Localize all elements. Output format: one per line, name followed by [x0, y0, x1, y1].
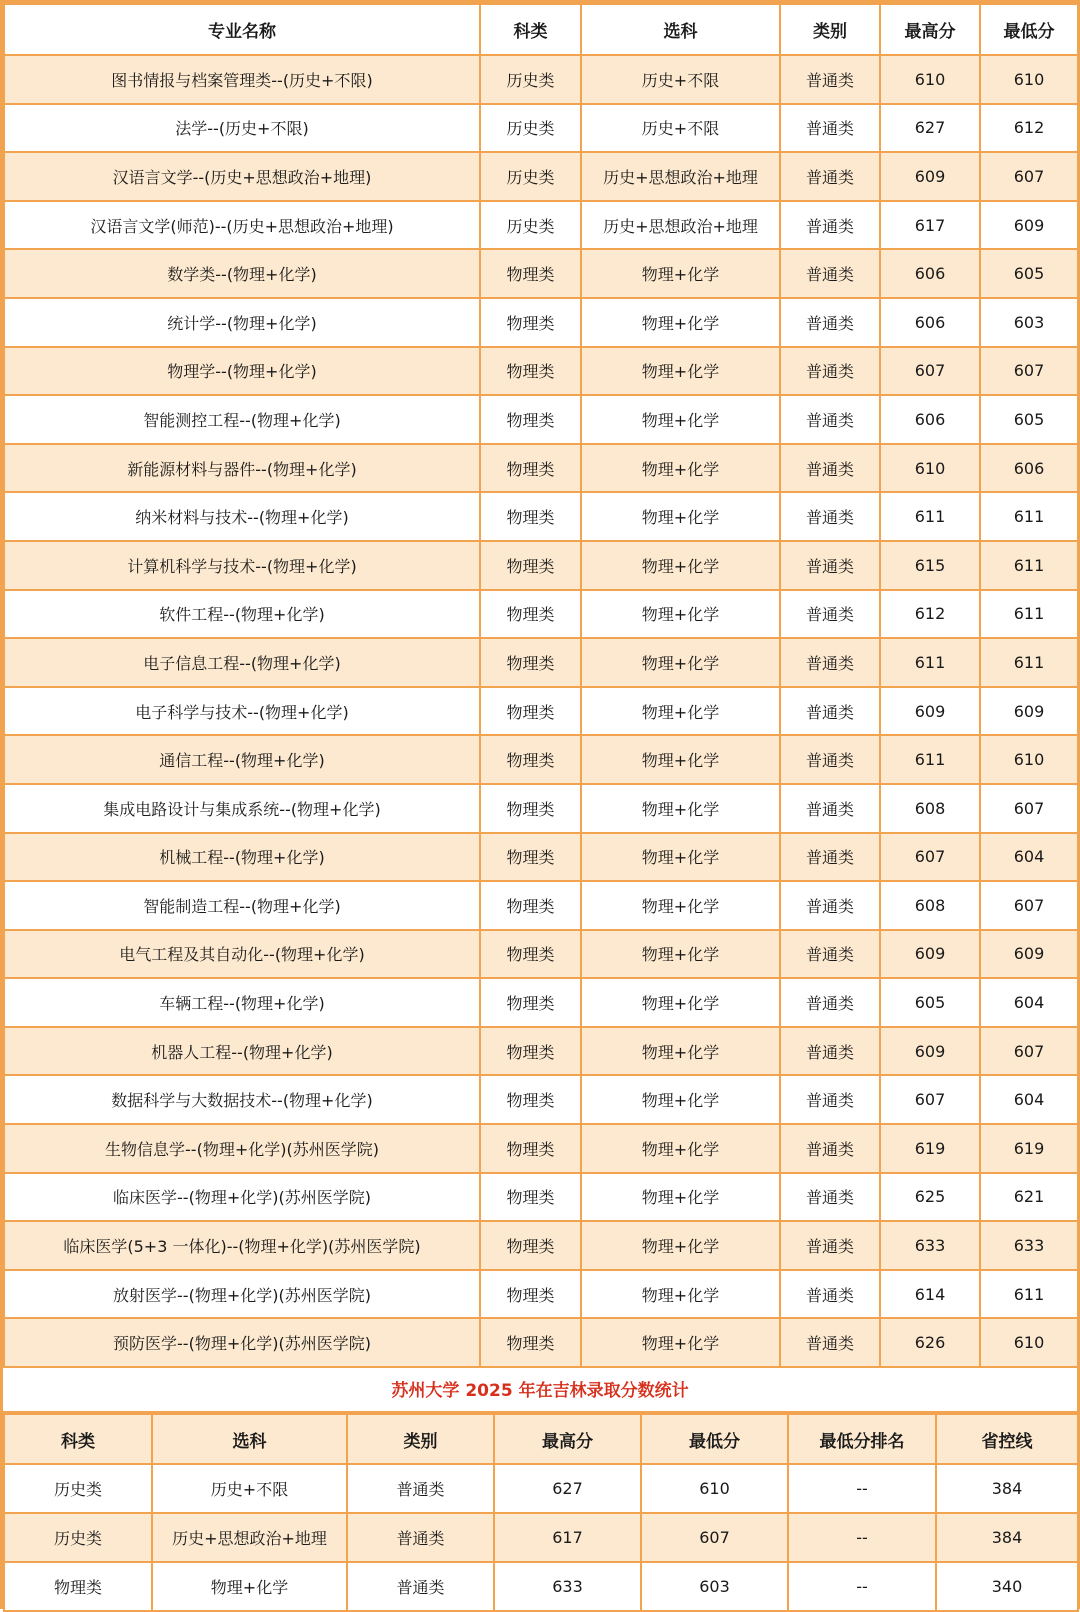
majors-cell: 物理类 — [480, 1075, 581, 1124]
majors-row — [4, 298, 1078, 347]
majors-cell: 纳米材料与技术--(物理+化学) — [4, 492, 480, 541]
majors-cell: 电气工程及其自动化--(物理+化学) — [4, 930, 480, 979]
majors-cell: 物理+化学 — [581, 249, 780, 298]
majors-cell: 物理类 — [480, 687, 581, 736]
majors-cell: 物理+化学 — [581, 1173, 780, 1222]
majors-cell: 普通类 — [780, 1221, 880, 1270]
majors-row — [4, 444, 1078, 493]
majors-cell: 610 — [880, 55, 980, 104]
majors-cell: 物理+化学 — [581, 492, 780, 541]
majors-cell: 物理类 — [480, 590, 581, 639]
summary-cell: -- — [788, 1464, 936, 1513]
majors-table-body — [4, 55, 1078, 1367]
summary-cell: 384 — [936, 1464, 1078, 1513]
majors-cell: 606 — [880, 395, 980, 444]
majors-cell: 物理类 — [480, 347, 581, 396]
majors-cell: 物理类 — [480, 735, 581, 784]
majors-row — [4, 1124, 1078, 1173]
majors-header-0: 专业名称 — [4, 4, 480, 55]
majors-cell: 统计学--(物理+化学) — [4, 298, 480, 347]
majors-cell: 609 — [880, 152, 980, 201]
summary-cell: 物理类 — [4, 1562, 152, 1611]
majors-cell: 物理+化学 — [581, 638, 780, 687]
majors-header-2: 选科 — [581, 4, 780, 55]
majors-header-3: 类别 — [780, 4, 880, 55]
majors-cell: 606 — [980, 444, 1078, 493]
summary-cell: 历史类 — [4, 1513, 152, 1562]
majors-header-5: 最低分 — [980, 4, 1078, 55]
majors-cell: 612 — [880, 590, 980, 639]
majors-row — [4, 104, 1078, 153]
majors-cell: 普通类 — [780, 1270, 880, 1319]
summary-row — [4, 1562, 1078, 1611]
summary-cell: 普通类 — [347, 1562, 494, 1611]
majors-cell: 633 — [980, 1221, 1078, 1270]
majors-cell: 历史类 — [480, 104, 581, 153]
summary-cell: 633 — [494, 1562, 641, 1611]
majors-cell: 普通类 — [780, 735, 880, 784]
majors-cell: 汉语言文学(师范)--(历史+思想政治+地理) — [4, 201, 480, 250]
majors-cell: 法学--(历史+不限) — [4, 104, 480, 153]
majors-cell: 电子科学与技术--(物理+化学) — [4, 687, 480, 736]
majors-cell: 普通类 — [780, 590, 880, 639]
majors-cell: 611 — [880, 492, 980, 541]
majors-cell: 历史+思想政治+地理 — [581, 152, 780, 201]
majors-cell: 物理+化学 — [581, 1221, 780, 1270]
majors-cell: 物理+化学 — [581, 881, 780, 930]
summary-header-1: 选科 — [152, 1414, 347, 1464]
majors-cell: 物理+化学 — [581, 735, 780, 784]
majors-row — [4, 833, 1078, 882]
majors-cell: 626 — [880, 1318, 980, 1367]
majors-cell: 普通类 — [780, 784, 880, 833]
majors-cell: 610 — [880, 444, 980, 493]
majors-cell: 621 — [980, 1173, 1078, 1222]
majors-cell: 物理类 — [480, 833, 581, 882]
summary-title: 苏州大学 2025 年在吉林录取分数统计 — [3, 1365, 1077, 1413]
majors-cell: 通信工程--(物理+化学) — [4, 735, 480, 784]
summary-cell: 384 — [936, 1513, 1078, 1562]
majors-row — [4, 395, 1078, 444]
summary-table-body — [4, 1464, 1078, 1611]
majors-cell: 临床医学--(物理+化学)(苏州医学院) — [4, 1173, 480, 1222]
majors-table-header — [4, 4, 1078, 55]
majors-cell: 放射医学--(物理+化学)(苏州医学院) — [4, 1270, 480, 1319]
majors-cell: 普通类 — [780, 978, 880, 1027]
majors-cell: 临床医学(5+3 一体化)--(物理+化学)(苏州医学院) — [4, 1221, 480, 1270]
majors-row — [4, 1318, 1078, 1367]
summary-cell: 617 — [494, 1513, 641, 1562]
majors-cell: 609 — [880, 930, 980, 979]
summary-cell: -- — [788, 1562, 936, 1611]
majors-cell: 619 — [880, 1124, 980, 1173]
majors-cell: 633 — [880, 1221, 980, 1270]
summary-cell: 603 — [641, 1562, 788, 1611]
majors-row — [4, 1173, 1078, 1222]
summary-header-0: 科类 — [4, 1414, 152, 1464]
majors-cell: 普通类 — [780, 444, 880, 493]
majors-cell: 604 — [980, 833, 1078, 882]
majors-cell: 609 — [980, 687, 1078, 736]
majors-row — [4, 930, 1078, 979]
majors-cell: 普通类 — [780, 104, 880, 153]
majors-cell: 物理+化学 — [581, 347, 780, 396]
majors-cell: 物理类 — [480, 1124, 581, 1173]
majors-cell: 物理类 — [480, 1027, 581, 1076]
majors-cell: 生物信息学--(物理+化学)(苏州医学院) — [4, 1124, 480, 1173]
majors-cell: 普通类 — [780, 687, 880, 736]
majors-cell: 611 — [880, 735, 980, 784]
majors-cell: 610 — [980, 735, 1078, 784]
majors-row — [4, 881, 1078, 930]
majors-row — [4, 590, 1078, 639]
majors-cell: 607 — [980, 1027, 1078, 1076]
majors-header-1: 科类 — [480, 4, 581, 55]
majors-cell: 604 — [980, 978, 1078, 1027]
majors-cell: 普通类 — [780, 298, 880, 347]
summary-table-header — [4, 1414, 1078, 1464]
majors-cell: 物理类 — [480, 298, 581, 347]
majors-cell: 607 — [980, 881, 1078, 930]
majors-cell: 608 — [880, 881, 980, 930]
majors-cell: 物理+化学 — [581, 784, 780, 833]
summary-cell: 历史+思想政治+地理 — [152, 1513, 347, 1562]
majors-cell: 普通类 — [780, 638, 880, 687]
majors-cell: 物理+化学 — [581, 298, 780, 347]
majors-cell: 物理+化学 — [581, 1318, 780, 1367]
summary-header-5: 最低分排名 — [788, 1414, 936, 1464]
majors-cell: 普通类 — [780, 541, 880, 590]
summary-cell: 627 — [494, 1464, 641, 1513]
majors-cell: 605 — [980, 395, 1078, 444]
majors-cell: 611 — [880, 638, 980, 687]
majors-cell: 627 — [880, 104, 980, 153]
majors-row — [4, 347, 1078, 396]
majors-cell: 607 — [980, 784, 1078, 833]
majors-cell: 611 — [980, 541, 1078, 590]
summary-header-4: 最低分 — [641, 1414, 788, 1464]
majors-cell: 604 — [980, 1075, 1078, 1124]
majors-cell: 物理+化学 — [581, 444, 780, 493]
summary-cell: 610 — [641, 1464, 788, 1513]
majors-cell: 物理类 — [480, 1173, 581, 1222]
majors-cell: 608 — [880, 784, 980, 833]
majors-cell: 历史+不限 — [581, 55, 780, 104]
majors-cell: 物理+化学 — [581, 395, 780, 444]
majors-cell: 615 — [880, 541, 980, 590]
majors-cell: 物理+化学 — [581, 1270, 780, 1319]
majors-cell: 611 — [980, 1270, 1078, 1319]
majors-cell: 606 — [880, 249, 980, 298]
summary-cell: 历史类 — [4, 1464, 152, 1513]
majors-row — [4, 638, 1078, 687]
majors-cell: 物理学--(物理+化学) — [4, 347, 480, 396]
majors-cell: 普通类 — [780, 492, 880, 541]
majors-cell: 物理类 — [480, 249, 581, 298]
majors-cell: 普通类 — [780, 395, 880, 444]
majors-cell: 物理+化学 — [581, 930, 780, 979]
majors-cell: 607 — [880, 347, 980, 396]
majors-cell: 电子信息工程--(物理+化学) — [4, 638, 480, 687]
majors-cell: 609 — [880, 687, 980, 736]
majors-cell: 617 — [880, 201, 980, 250]
majors-cell: 605 — [880, 978, 980, 1027]
summary-cell: 普通类 — [347, 1513, 494, 1562]
majors-cell: 历史+不限 — [581, 104, 780, 153]
majors-cell: 物理类 — [480, 978, 581, 1027]
summary-cell: 普通类 — [347, 1464, 494, 1513]
summary-score-table — [3, 1413, 1079, 1612]
majors-cell: 607 — [880, 833, 980, 882]
majors-cell: 历史+思想政治+地理 — [581, 201, 780, 250]
majors-header-4: 最高分 — [880, 4, 980, 55]
majors-cell: 物理+化学 — [581, 1075, 780, 1124]
majors-cell: 物理+化学 — [581, 1124, 780, 1173]
summary-cell: 物理+化学 — [152, 1562, 347, 1611]
majors-cell: 机械工程--(物理+化学) — [4, 833, 480, 882]
majors-cell: 物理类 — [480, 1221, 581, 1270]
summary-cell: 340 — [936, 1562, 1078, 1611]
summary-header-3: 最高分 — [494, 1414, 641, 1464]
majors-cell: 图书情报与档案管理类--(历史+不限) — [4, 55, 480, 104]
summary-cell: -- — [788, 1513, 936, 1562]
majors-cell: 物理类 — [480, 784, 581, 833]
majors-cell: 606 — [880, 298, 980, 347]
majors-cell: 软件工程--(物理+化学) — [4, 590, 480, 639]
majors-row — [4, 249, 1078, 298]
majors-cell: 614 — [880, 1270, 980, 1319]
majors-cell: 集成电路设计与集成系统--(物理+化学) — [4, 784, 480, 833]
summary-cell: 607 — [641, 1513, 788, 1562]
majors-cell: 新能源材料与器件--(物理+化学) — [4, 444, 480, 493]
majors-cell: 历史类 — [480, 55, 581, 104]
majors-cell: 611 — [980, 492, 1078, 541]
majors-cell: 机器人工程--(物理+化学) — [4, 1027, 480, 1076]
majors-cell: 普通类 — [780, 1075, 880, 1124]
majors-row — [4, 687, 1078, 736]
majors-row — [4, 1027, 1078, 1076]
majors-cell: 车辆工程--(物理+化学) — [4, 978, 480, 1027]
majors-cell: 609 — [980, 201, 1078, 250]
majors-cell: 普通类 — [780, 1027, 880, 1076]
majors-row — [4, 1075, 1078, 1124]
majors-cell: 物理类 — [480, 1270, 581, 1319]
majors-cell: 数据科学与大数据技术--(物理+化学) — [4, 1075, 480, 1124]
majors-cell: 物理+化学 — [581, 687, 780, 736]
majors-cell: 计算机科学与技术--(物理+化学) — [4, 541, 480, 590]
majors-cell: 物理类 — [480, 395, 581, 444]
summary-row — [4, 1513, 1078, 1562]
majors-row — [4, 152, 1078, 201]
majors-cell: 普通类 — [780, 1124, 880, 1173]
majors-cell: 610 — [980, 55, 1078, 104]
summary-row — [4, 1464, 1078, 1513]
majors-cell: 物理类 — [480, 541, 581, 590]
majors-cell: 625 — [880, 1173, 980, 1222]
majors-cell: 607 — [980, 347, 1078, 396]
majors-cell: 普通类 — [780, 881, 880, 930]
majors-cell: 611 — [980, 590, 1078, 639]
majors-cell: 物理+化学 — [581, 1027, 780, 1076]
majors-cell: 物理+化学 — [581, 978, 780, 1027]
majors-score-table — [3, 3, 1079, 1368]
majors-cell: 619 — [980, 1124, 1078, 1173]
majors-cell: 607 — [980, 152, 1078, 201]
majors-cell: 历史类 — [480, 201, 581, 250]
majors-cell: 611 — [980, 638, 1078, 687]
majors-cell: 物理类 — [480, 881, 581, 930]
majors-cell: 普通类 — [780, 833, 880, 882]
majors-cell: 智能测控工程--(物理+化学) — [4, 395, 480, 444]
majors-cell: 物理类 — [480, 638, 581, 687]
majors-row — [4, 1221, 1078, 1270]
majors-cell: 普通类 — [780, 1173, 880, 1222]
majors-row — [4, 1270, 1078, 1319]
majors-row — [4, 735, 1078, 784]
majors-cell: 物理类 — [480, 444, 581, 493]
majors-cell: 普通类 — [780, 201, 880, 250]
majors-cell: 物理+化学 — [581, 590, 780, 639]
majors-row — [4, 55, 1078, 104]
majors-cell: 609 — [980, 930, 1078, 979]
majors-cell: 普通类 — [780, 930, 880, 979]
majors-row — [4, 784, 1078, 833]
majors-cell: 物理类 — [480, 492, 581, 541]
majors-cell: 物理+化学 — [581, 833, 780, 882]
majors-cell: 603 — [980, 298, 1078, 347]
majors-cell: 智能制造工程--(物理+化学) — [4, 881, 480, 930]
majors-cell: 历史类 — [480, 152, 581, 201]
majors-row — [4, 201, 1078, 250]
majors-cell: 物理+化学 — [581, 541, 780, 590]
majors-cell: 普通类 — [780, 1318, 880, 1367]
majors-cell: 预防医学--(物理+化学)(苏州医学院) — [4, 1318, 480, 1367]
majors-cell: 汉语言文学--(历史+思想政治+地理) — [4, 152, 480, 201]
summary-header-6: 省控线 — [936, 1414, 1078, 1464]
majors-row — [4, 978, 1078, 1027]
majors-row — [4, 541, 1078, 590]
majors-cell: 普通类 — [780, 249, 880, 298]
majors-cell: 数学类--(物理+化学) — [4, 249, 480, 298]
majors-cell: 612 — [980, 104, 1078, 153]
majors-cell: 607 — [880, 1075, 980, 1124]
majors-cell: 物理类 — [480, 1318, 581, 1367]
majors-cell: 普通类 — [780, 152, 880, 201]
majors-cell: 610 — [980, 1318, 1078, 1367]
majors-cell: 普通类 — [780, 347, 880, 396]
majors-cell: 普通类 — [780, 55, 880, 104]
majors-cell: 605 — [980, 249, 1078, 298]
majors-cell: 609 — [880, 1027, 980, 1076]
summary-header-2: 类别 — [347, 1414, 494, 1464]
majors-cell: 物理类 — [480, 930, 581, 979]
majors-row — [4, 492, 1078, 541]
summary-cell: 历史+不限 — [152, 1464, 347, 1513]
